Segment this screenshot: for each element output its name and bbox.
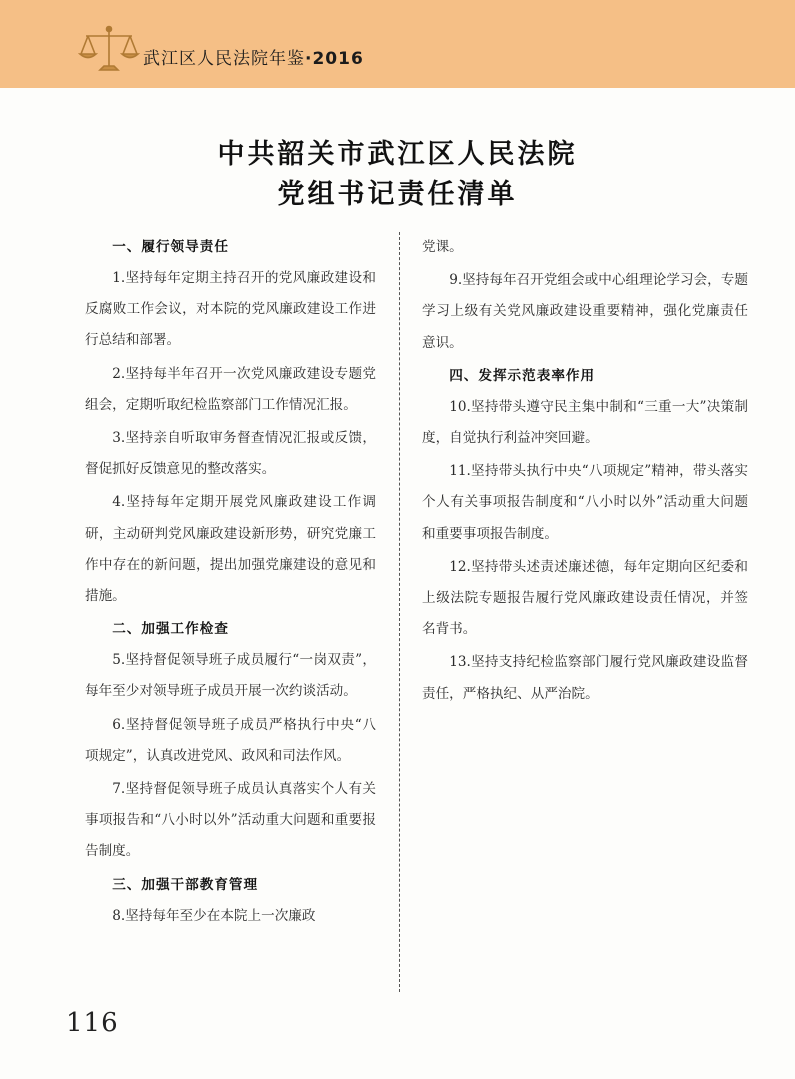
page-number: 116	[66, 1008, 119, 1038]
header-band	[0, 0, 795, 88]
yearbook-title	[143, 44, 364, 69]
list-item-2: 2.坚持每半年召开一次党风廉政建设专题党组会，定期听取纪检监察部门工作情况汇报。	[85, 365, 376, 413]
scales-of-justice-icon	[78, 24, 140, 74]
section-heading-3: 三、加强干部教育管理	[112, 876, 259, 893]
list-item-11: 11.坚持带头执行中央“八项规定”精神，带头落实个人有关事项报告制度和“八小时以外”活动重大问题和重要事项报告制度。	[422, 463, 748, 542]
list-item-6: 6.坚持督促领导班子成员严格执行中央“八项规定”，认真改进党风、政风和司法作风。	[85, 716, 376, 764]
list-item-9: 9.坚持每年召开党组会或中心组理论学习会，专题学习上级有关党风廉政建设重要精神，强化党廉责任意识。	[422, 272, 748, 351]
column-divider	[399, 232, 400, 992]
yearbook-year: ·2016	[305, 49, 364, 69]
right-column	[422, 232, 748, 712]
yearbook-name: 武江区人民法院年鉴	[143, 49, 305, 69]
section-heading-4: 四、发挥示范表率作用	[449, 367, 596, 384]
list-item-4: 4.坚持每年定期开展党风廉政建设工作调研，主动研判党风廉政建设新形势，研究党廉工作中存在的新问题，提出加强党廉建设的意见和措施。	[85, 494, 376, 605]
document-title-line2: 党组书记责任清单	[277, 179, 518, 210]
list-item-8: 8.坚持每年至少在本院上一次廉政	[112, 907, 316, 924]
list-item-10: 10.坚持带头遵守民主集中制和“三重一大”决策制度，自觉执行利益冲突回避。	[422, 398, 748, 447]
list-item-7: 7.坚持督促领导班子成员认真落实个人有关事项报告和“八小时以外”活动重大问题和重要报告制度。	[85, 781, 376, 860]
document-title-line1: 中共韶关市武江区人民法院	[217, 139, 578, 170]
left-column	[85, 232, 376, 934]
list-item-1: 1.坚持每年定期主持召开的党风廉政建设和反腐败工作会议，对本院的党风廉政建设工作进行总结和部署。	[85, 270, 376, 349]
list-item-8-continued: 党课。	[422, 239, 463, 255]
list-item-3: 3.坚持亲自听取审务督查情况汇报或反馈，督促抓好反馈意见的整改落实。	[85, 430, 376, 478]
list-item-5: 5.坚持督促领导班子成员履行“一岗双责”，每年至少对领导班子成员开展一次约谈活动。	[85, 652, 376, 700]
list-item-13: 13.坚持支持纪检监察部门履行党风廉政建设监督责任，严格执纪、从严治院。	[422, 654, 748, 702]
section-heading-1: 一、履行领导责任	[112, 239, 229, 255]
list-item-12: 12.坚持带头述责述廉述德，每年定期向区纪委和上级法院专题报告履行党风廉政建设责任情况，并签名背书。	[422, 558, 748, 638]
section-heading-2: 二、加强工作检查	[112, 621, 229, 638]
